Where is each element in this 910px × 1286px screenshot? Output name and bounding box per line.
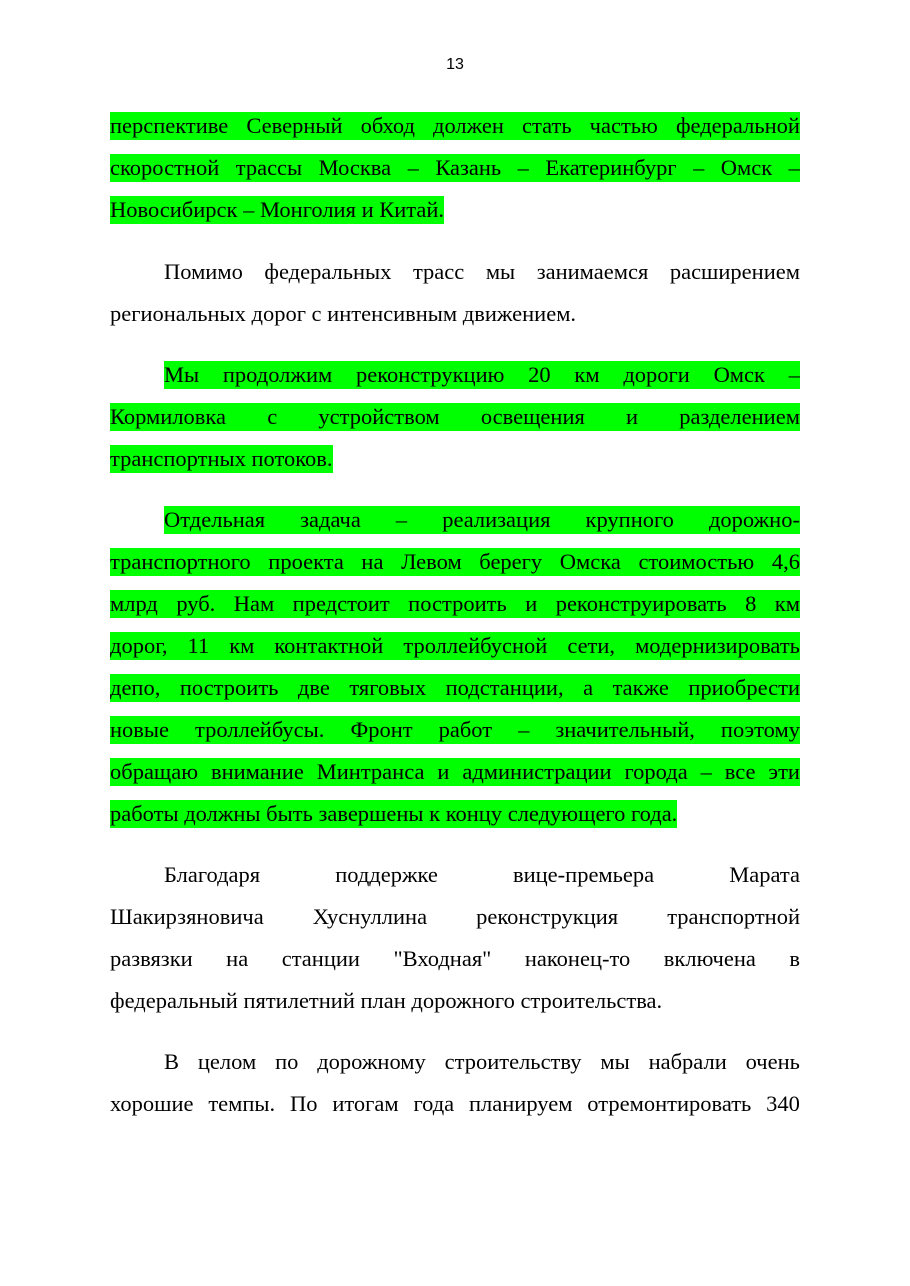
word: устройством <box>318 404 440 429</box>
word: 4,6 <box>771 549 800 574</box>
text-line <box>110 716 800 758</box>
word: км <box>774 591 800 616</box>
line-text <box>110 506 800 534</box>
word: млрд <box>110 591 158 616</box>
text-line <box>110 154 800 196</box>
text-line <box>110 632 800 674</box>
word: Мы <box>164 362 200 387</box>
word: занимаемся <box>536 259 649 284</box>
word: дорожно- <box>708 507 800 532</box>
word: – <box>788 155 800 180</box>
text-line <box>110 861 800 903</box>
word: Северный <box>246 113 343 138</box>
word: новые <box>110 717 170 742</box>
line-text <box>110 945 800 973</box>
word: мы <box>600 1049 630 1074</box>
word: поэтому <box>720 717 800 742</box>
word: Екатеринбург <box>545 155 677 180</box>
line-text <box>110 548 800 576</box>
word: троллейбусной <box>403 633 548 658</box>
word: с <box>267 404 278 429</box>
text-line <box>110 258 800 300</box>
line-text <box>110 1090 800 1118</box>
line-text <box>110 758 800 786</box>
word: построить <box>408 591 507 616</box>
line-text <box>110 632 800 660</box>
word: эти <box>768 759 800 784</box>
word: две <box>297 675 330 700</box>
word: по <box>275 1049 299 1074</box>
word: берегу <box>479 549 543 574</box>
word: также <box>612 675 669 700</box>
word: Минтранса <box>316 759 425 784</box>
word: тяговых <box>349 675 427 700</box>
text-line <box>110 987 800 1029</box>
word: – <box>517 155 529 180</box>
line-text: транспортных потоков. <box>110 446 333 471</box>
word: станции <box>281 946 360 971</box>
word: "Входная" <box>393 946 492 971</box>
word: дорожному <box>317 1049 426 1074</box>
word: Нам <box>233 591 275 616</box>
word: вице-премьера <box>512 862 655 887</box>
word: предстоит <box>292 591 390 616</box>
line-text <box>110 154 800 182</box>
word: проекта <box>268 549 344 574</box>
text-line <box>110 590 800 632</box>
word: трассы <box>235 155 303 180</box>
word: развязки <box>110 946 193 971</box>
word: частью <box>589 113 658 138</box>
line-text <box>110 258 800 286</box>
word: крупного <box>585 507 674 532</box>
word: города <box>624 759 688 784</box>
word: – <box>788 362 800 387</box>
word: и <box>626 404 639 429</box>
text-line <box>110 1090 800 1132</box>
text-line <box>110 758 800 800</box>
word: – <box>395 507 408 532</box>
word: на <box>361 549 384 574</box>
word: стать <box>522 113 572 138</box>
page-number: 13 <box>446 56 464 73</box>
word: должен <box>433 113 504 138</box>
text-line <box>110 445 800 487</box>
word: Казань <box>435 155 502 180</box>
word: – <box>407 155 419 180</box>
word: федеральных <box>264 259 392 284</box>
word: итогам <box>332 1091 399 1116</box>
word: в <box>789 946 800 971</box>
word: Фронт <box>350 717 413 742</box>
line-text: федеральный пятилетний план дорожного строительства. <box>110 988 663 1013</box>
text-line <box>110 903 800 945</box>
word: Марата <box>729 862 800 887</box>
text-line <box>110 800 800 842</box>
word: сети, <box>567 633 616 658</box>
text-line <box>110 300 800 342</box>
word: обход <box>360 113 415 138</box>
word: Шакирзяновича <box>110 904 264 929</box>
word: расширением <box>669 259 800 284</box>
word: дороги <box>623 362 690 387</box>
word: 340 <box>766 1091 800 1116</box>
word: освещения <box>480 404 585 429</box>
word: транспортной <box>667 904 800 929</box>
word: По <box>290 1091 318 1116</box>
line-text <box>110 403 800 431</box>
word: а <box>583 675 594 700</box>
word: реконструировать <box>555 591 727 616</box>
text-line <box>110 548 800 590</box>
line-text <box>110 903 800 931</box>
word: строительству <box>444 1049 582 1074</box>
word: хорошие <box>110 1091 194 1116</box>
line-text <box>110 716 800 744</box>
text-line <box>110 361 800 403</box>
line-text: работы должны быть завершены к концу следующего года. <box>110 801 678 826</box>
word: построить <box>179 675 279 700</box>
word: троллейбусы. <box>195 717 325 742</box>
line-text: Новосибирск – Монголия и Китай. <box>110 197 445 222</box>
word: значительный, <box>555 717 695 742</box>
word: администрации <box>462 759 612 784</box>
word: 20 <box>528 362 551 387</box>
word: руб. <box>176 591 216 616</box>
word: трасс <box>412 259 465 284</box>
word: стоимостью <box>638 549 755 574</box>
word: 11 <box>187 633 210 658</box>
word: – <box>693 155 705 180</box>
word: целом <box>197 1049 257 1074</box>
word: мы <box>485 259 516 284</box>
text-line <box>110 506 800 548</box>
word: – <box>700 759 712 784</box>
word: депо, <box>110 675 161 700</box>
word: реконструкция <box>476 904 619 929</box>
word: наконец-то <box>524 946 631 971</box>
word: км <box>229 633 255 658</box>
word: задача <box>300 507 361 532</box>
line-text <box>110 590 800 618</box>
word: Омск <box>720 155 773 180</box>
text-line <box>110 196 800 238</box>
word: поддержке <box>335 862 438 887</box>
word: Левом <box>401 549 462 574</box>
text-line <box>110 403 800 445</box>
word: дорог, <box>110 633 168 658</box>
word: все <box>724 759 756 784</box>
word: 8 <box>745 591 757 616</box>
word: Помимо <box>164 259 243 284</box>
word: Благодаря <box>164 862 261 887</box>
line-text <box>110 361 800 389</box>
word: отремонтировать <box>587 1091 752 1116</box>
word: и <box>525 591 538 616</box>
word: В <box>164 1049 180 1074</box>
word: Омск <box>713 362 765 387</box>
word: работ <box>438 717 493 742</box>
word: обращаю <box>110 759 199 784</box>
word: года <box>413 1091 455 1116</box>
line-text <box>110 674 800 702</box>
word: и <box>437 759 450 784</box>
text-line <box>110 674 800 716</box>
word: реконструкцию <box>355 362 505 387</box>
word: модернизировать <box>635 633 800 658</box>
word: темпы. <box>208 1091 276 1116</box>
word: контактной <box>274 633 384 658</box>
text-line <box>110 945 800 987</box>
word: Хуснуллина <box>312 904 428 929</box>
word: Омска <box>559 549 621 574</box>
word: Кормиловка <box>110 404 227 429</box>
word: федеральной <box>675 113 800 138</box>
word: внимание <box>210 759 304 784</box>
word: – <box>518 717 530 742</box>
line-text <box>110 112 800 140</box>
line-text <box>110 861 800 889</box>
word: приобрести <box>688 675 800 700</box>
word: набрали <box>648 1049 727 1074</box>
word: км <box>574 362 600 387</box>
text-line <box>110 1048 800 1090</box>
word: включена <box>663 946 756 971</box>
text-line <box>110 112 800 154</box>
word: Москва <box>318 155 392 180</box>
word: Отдельная <box>164 507 266 532</box>
word: разделением <box>679 404 800 429</box>
word: транспортного <box>110 549 251 574</box>
word: перспективе <box>110 113 229 138</box>
word: скоростной <box>110 155 220 180</box>
word: на <box>226 946 249 971</box>
word: реализация <box>442 507 551 532</box>
word: планируем <box>468 1091 573 1116</box>
word: очень <box>745 1049 800 1074</box>
word: продолжим <box>222 362 333 387</box>
line-text <box>110 1048 800 1076</box>
word: подстанции, <box>445 675 564 700</box>
line-text: региональных дорог с интенсивным движением. <box>110 301 577 326</box>
